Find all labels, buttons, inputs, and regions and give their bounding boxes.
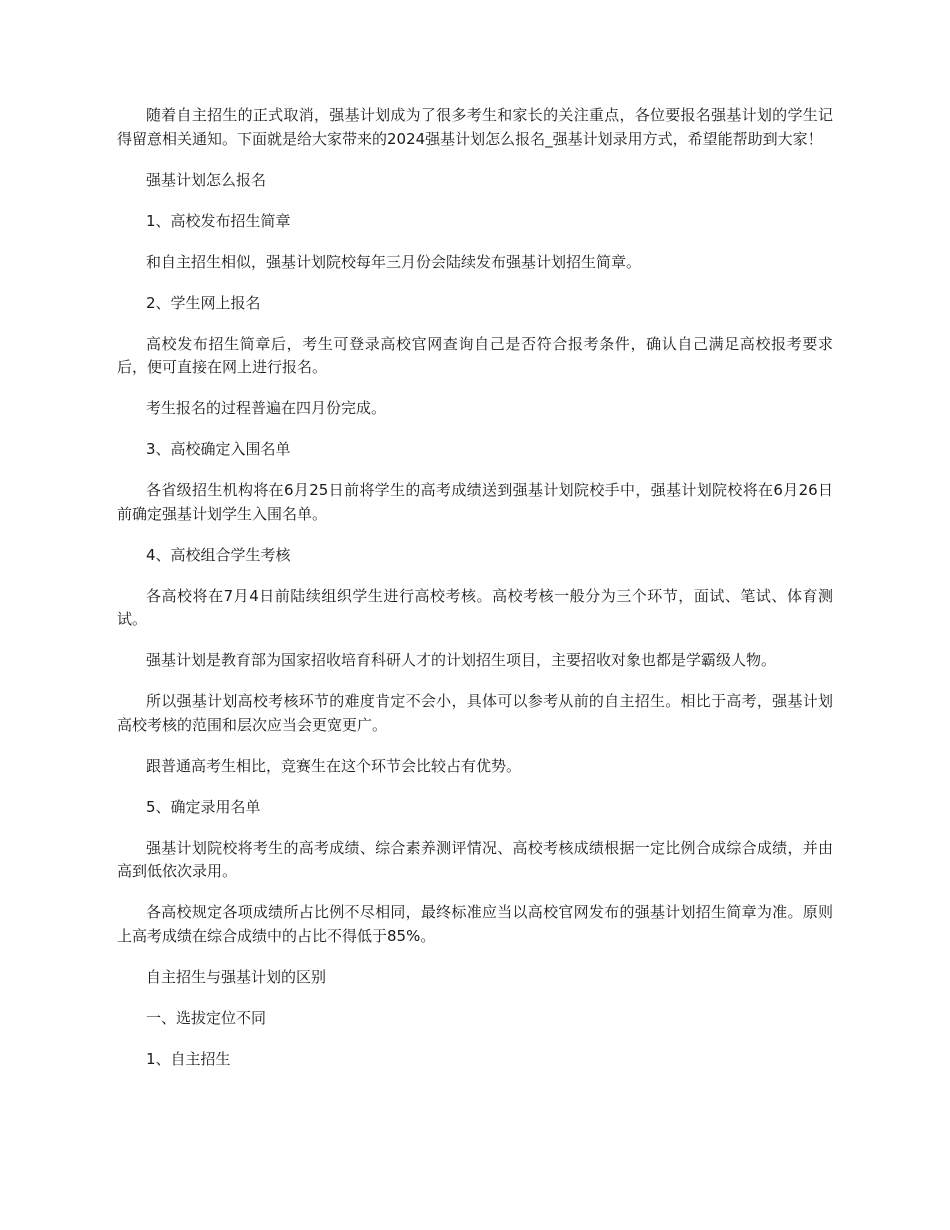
step-heading: 1、高校发布招生简章 — [146, 211, 291, 230]
body-paragraph: 各高校规定各项成绩所占比例不尽相同，最终标准应当以高校官网发布的强基计划招生简章为准。原则上高考成绩在综合成绩中的占比不得低于85%。 — [117, 903, 833, 945]
body-paragraph: 各高校将在7月4日前陆续组织学生进行高校考核。高校考核一般分为三个环节，面试、笔试、体育测试。 — [117, 586, 833, 628]
body-paragraph: 和自主招生相似，强基计划院校每年三月份会陆续发布强基计划招生简章。 — [146, 252, 642, 271]
subsection-heading: 一、选拔定位不同 — [146, 1008, 267, 1027]
step-heading: 1、自主招生 — [146, 1049, 231, 1068]
body-paragraph: 高校发布招生简章后，考生可登录高校官网查询自己是否符合报考条件，确认自己满足高校报考要求后，便可直接在网上进行报名。 — [117, 334, 833, 376]
step-heading: 4、高校组合学生考核 — [146, 545, 291, 564]
body-paragraph: 强基计划是教育部为国家招收培育科研人才的计划招生项目，主要招收对象也都是学霸级人物。 — [146, 651, 777, 669]
body-paragraph: 各省级招生机构将在6月25日前将学生的高考成绩送到强基计划院校手中，强基计划院校将在6月26日前确定强基计划学生入围名单。 — [117, 481, 833, 523]
section-heading: 自主招生与强基计划的区别 — [146, 967, 327, 986]
intro-paragraph: 随着自主招生的正式取消，强基计划成为了很多考生和家长的关注重点，各位要报名强基计划的学生记得留意相关通知。下面就是给大家带来的2024强基计划怎么报名_强基计划录用方式，希望能帮助到大家！ — [117, 106, 833, 148]
body-paragraph: 所以强基计划高校考核环节的难度肯定不会小，具体可以参考从前的自主招生。相比于高考，强基计划高校考核的范围和层次应当会更宽更广。 — [117, 692, 833, 734]
body-paragraph: 跟普通高考生相比，竞赛生在这个环节会比较占有优势。 — [146, 756, 522, 775]
step-heading: 2、学生网上报名 — [146, 293, 261, 312]
body-paragraph: 强基计划院校将考生的高考成绩、综合素养测评情况、高校考核成绩根据一定比例合成综合成绩，并由高到低依次录用。 — [117, 838, 833, 880]
document-page — [117, 104, 833, 1089]
section-heading: 强基计划怎么报名 — [146, 170, 267, 189]
body-paragraph: 考生报名的过程普遍在四月份完成。 — [146, 399, 387, 417]
step-heading: 5、确定录用名单 — [146, 797, 261, 816]
step-heading: 3、高校确定入围名单 — [146, 440, 291, 458]
